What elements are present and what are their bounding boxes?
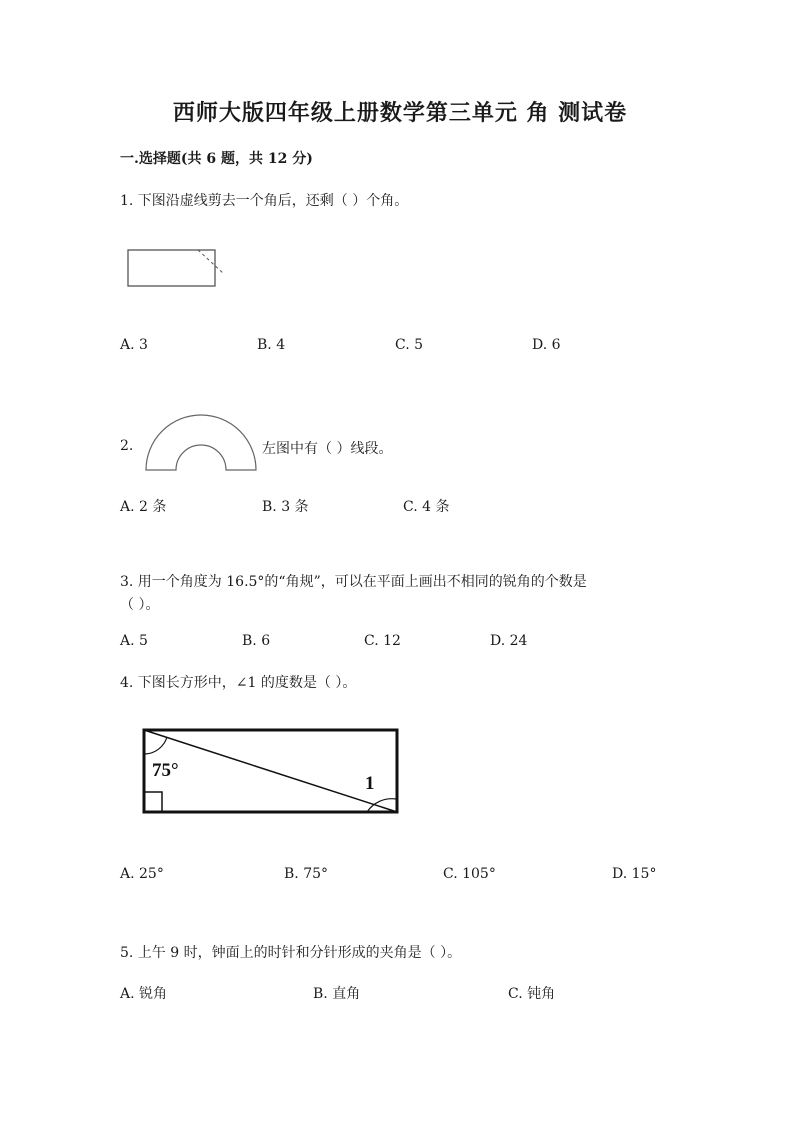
question-2-option-a[interactable]: A. 2 条 (120, 499, 167, 515)
question-4-rectangle-diagonal-figure (140, 726, 402, 816)
angle-75-label: 75° (152, 760, 179, 781)
question-1-option-b[interactable]: B. 4 (257, 337, 286, 353)
angle-1-label: 1 (365, 773, 375, 794)
question-4-option-d[interactable]: D. 15° (612, 866, 657, 882)
question-2-option-c[interactable]: C. 4 条 (403, 499, 450, 515)
question-3-option-b[interactable]: B. 6 (242, 633, 271, 649)
question-5-option-b[interactable]: B. 直角 (313, 986, 361, 1002)
question-4-option-a[interactable]: A. 25° (120, 866, 164, 882)
question-4-option-c[interactable]: C. 105° (443, 866, 496, 882)
question-2-arch-figure (143, 411, 259, 473)
question-1-text: 1. 下图沿虚线剪去一个角后，还剩（ ）个角。 (120, 193, 409, 209)
question-2-option-b[interactable]: B. 3 条 (262, 499, 309, 515)
question-2-number: 2. (120, 438, 134, 454)
question-5-option-c[interactable]: C. 钝角 (508, 986, 556, 1002)
question-3-option-c[interactable]: C. 12 (364, 633, 401, 649)
question-5-option-a[interactable]: A. 锐角 (120, 986, 168, 1002)
question-3-text-line-1: 3. 用一个角度为 16.5°的“角规”，可以在平面上画出不相同的锐角的个数是 (120, 574, 587, 590)
question-3-text-line-2: （ ）。 (120, 597, 160, 613)
question-1-option-c[interactable]: C. 5 (395, 337, 424, 353)
question-1-option-d[interactable]: D. 6 (532, 337, 561, 353)
question-4-text: 4. 下图长方形中，∠1 的度数是（ ）。 (120, 675, 357, 691)
question-3-option-d[interactable]: D. 24 (490, 633, 528, 649)
question-2-text: 左图中有（ ）线段。 (262, 441, 393, 457)
page-title: 西师大版四年级上册数学第三单元 角 测试卷 (172, 100, 628, 126)
question-5-text: 5. 上午 9 时，钟面上的时针和分针形成的夹角是（ ）。 (120, 945, 462, 961)
section-heading: 一.选择题(共 6 题，共 12 分) (120, 151, 313, 167)
question-1-option-a[interactable]: A. 3 (120, 337, 148, 353)
question-1-rectangle-figure (125, 246, 230, 291)
question-4-option-b[interactable]: B. 75° (284, 866, 329, 882)
question-3-option-a[interactable]: A. 5 (120, 633, 148, 649)
